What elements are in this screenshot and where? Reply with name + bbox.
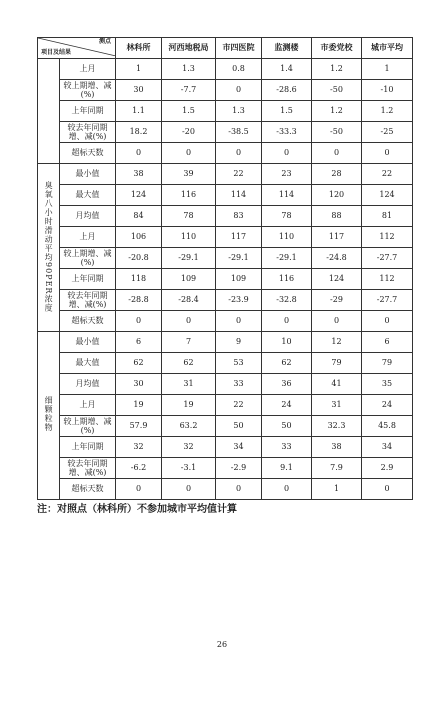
value-cell: -27.7 [362, 248, 413, 269]
row-label: 较去年同期增、减(%) [60, 290, 116, 311]
value-cell: 33 [216, 374, 262, 395]
value-cell: -29.1 [262, 248, 312, 269]
value-cell: 63.2 [162, 416, 216, 437]
value-cell: 117 [216, 227, 262, 248]
table-row [38, 416, 413, 437]
value-cell: 0 [162, 311, 216, 332]
group-label-cell [38, 164, 60, 332]
corner-bottom-label: 项目及结果 [41, 49, 72, 57]
value-cell: 0 [116, 143, 162, 164]
value-cell: 124 [116, 185, 162, 206]
value-cell: -38.5 [216, 122, 262, 143]
column-header: 城市平均 [362, 38, 413, 59]
value-cell: 106 [116, 227, 162, 248]
value-cell: -25 [362, 122, 413, 143]
value-cell: 110 [262, 227, 312, 248]
value-cell: 0 [216, 311, 262, 332]
group-label-cell [38, 332, 60, 500]
value-cell: 81 [362, 206, 413, 227]
value-cell: 1 [362, 59, 413, 80]
value-cell: -20 [162, 122, 216, 143]
value-cell: 1.3 [216, 101, 262, 122]
row-label: 较去年同期增、减(%) [60, 458, 116, 479]
value-cell: 32 [116, 437, 162, 458]
column-header: 监测楼 [262, 38, 312, 59]
value-cell: 23 [262, 164, 312, 185]
value-cell: 0 [362, 311, 413, 332]
value-cell: 57.9 [116, 416, 162, 437]
row-label: 上年同期 [60, 437, 116, 458]
table-row [38, 332, 413, 353]
column-header: 林科所 [116, 38, 162, 59]
value-cell: 1 [312, 479, 362, 500]
value-cell: 12 [312, 332, 362, 353]
table-row [38, 143, 413, 164]
table-row [38, 353, 413, 374]
row-label: 上月 [60, 227, 116, 248]
value-cell: 116 [162, 185, 216, 206]
group-label: 臭氧八小时滑动平均90PER浓度 [44, 180, 54, 313]
value-cell: 50 [262, 416, 312, 437]
header-corner-cell [38, 38, 116, 59]
value-cell: 32 [162, 437, 216, 458]
corner-top-label: 测点 [98, 38, 111, 45]
table-row [38, 185, 413, 206]
value-cell: 120 [312, 185, 362, 206]
value-cell: 62 [262, 353, 312, 374]
value-cell: -28.6 [262, 80, 312, 101]
value-cell: 79 [362, 353, 413, 374]
value-cell: 7 [162, 332, 216, 353]
row-label: 最小值 [60, 164, 116, 185]
value-cell: 1.3 [162, 59, 216, 80]
header-row [38, 38, 413, 59]
row-label: 月均值 [60, 374, 116, 395]
value-cell: -7.7 [162, 80, 216, 101]
value-cell: 38 [116, 164, 162, 185]
value-cell: 78 [162, 206, 216, 227]
value-cell: 24 [362, 395, 413, 416]
data-table [37, 37, 413, 500]
table-row [38, 206, 413, 227]
value-cell: -32.8 [262, 290, 312, 311]
value-cell: 0 [116, 311, 162, 332]
value-cell: 19 [162, 395, 216, 416]
value-cell: 1.2 [312, 59, 362, 80]
table-row [38, 80, 413, 101]
table-row [38, 101, 413, 122]
value-cell: 22 [216, 164, 262, 185]
row-label: 较上期增、减(%) [60, 416, 116, 437]
value-cell: 22 [216, 395, 262, 416]
value-cell: 2.9 [362, 458, 413, 479]
row-label: 较上期增、减(%) [60, 248, 116, 269]
value-cell: 0 [312, 143, 362, 164]
value-cell: 1.4 [262, 59, 312, 80]
value-cell: 0 [262, 311, 312, 332]
value-cell: 0 [262, 479, 312, 500]
value-cell: 62 [162, 353, 216, 374]
table-row [38, 59, 413, 80]
row-label: 上月 [60, 395, 116, 416]
value-cell: 50 [216, 416, 262, 437]
table-row [38, 374, 413, 395]
value-cell: -2.9 [216, 458, 262, 479]
group-label-cell [38, 59, 60, 164]
value-cell: 1.2 [312, 101, 362, 122]
row-label: 超标天数 [60, 143, 116, 164]
value-cell: -29.1 [216, 248, 262, 269]
value-cell: 88 [312, 206, 362, 227]
value-cell: 53 [216, 353, 262, 374]
value-cell: 9.1 [262, 458, 312, 479]
table-row [38, 164, 413, 185]
value-cell: 1 [116, 59, 162, 80]
value-cell: 0 [162, 479, 216, 500]
page-number: 26 [216, 640, 228, 649]
table-row [38, 395, 413, 416]
row-label: 最小值 [60, 332, 116, 353]
value-cell: 39 [162, 164, 216, 185]
value-cell: -29 [312, 290, 362, 311]
value-cell: 110 [162, 227, 216, 248]
value-cell: 112 [362, 269, 413, 290]
value-cell: 0 [362, 143, 413, 164]
value-cell: -50 [312, 122, 362, 143]
value-cell: 79 [312, 353, 362, 374]
column-header: 市委党校 [312, 38, 362, 59]
table-row [38, 458, 413, 479]
table-row [38, 227, 413, 248]
value-cell: 0 [216, 143, 262, 164]
value-cell: -29.1 [162, 248, 216, 269]
value-cell: 9 [216, 332, 262, 353]
column-header: 河西地税局 [162, 38, 216, 59]
value-cell: 0 [262, 143, 312, 164]
table-row [38, 479, 413, 500]
value-cell: -24.8 [312, 248, 362, 269]
value-cell: 30 [116, 374, 162, 395]
value-cell: -27.7 [362, 290, 413, 311]
value-cell: 117 [312, 227, 362, 248]
value-cell: 83 [216, 206, 262, 227]
value-cell: 31 [162, 374, 216, 395]
value-cell: 109 [216, 269, 262, 290]
table-row [38, 122, 413, 143]
value-cell: 114 [216, 185, 262, 206]
row-label: 超标天数 [60, 479, 116, 500]
value-cell: 32.3 [312, 416, 362, 437]
value-cell: 19 [116, 395, 162, 416]
row-label: 较上期增、减(%) [60, 80, 116, 101]
value-cell: 84 [116, 206, 162, 227]
value-cell: 0 [216, 80, 262, 101]
value-cell: 34 [216, 437, 262, 458]
value-cell: 1.5 [262, 101, 312, 122]
value-cell: 0.8 [216, 59, 262, 80]
value-cell: 7.9 [312, 458, 362, 479]
group-label: 细颗粒物 [44, 396, 54, 433]
row-label: 最大值 [60, 353, 116, 374]
column-header: 市四医院 [216, 38, 262, 59]
value-cell: 6 [362, 332, 413, 353]
value-cell: -23.9 [216, 290, 262, 311]
table-row [38, 269, 413, 290]
value-cell: 22 [362, 164, 413, 185]
table-row [38, 290, 413, 311]
value-cell: -28.8 [116, 290, 162, 311]
value-cell: 36 [262, 374, 312, 395]
value-cell: -33.3 [262, 122, 312, 143]
row-label: 月均值 [60, 206, 116, 227]
table-row [38, 311, 413, 332]
row-label: 上年同期 [60, 101, 116, 122]
table-body [38, 38, 413, 500]
value-cell: 124 [362, 185, 413, 206]
value-cell: 0 [312, 311, 362, 332]
table-row [38, 437, 413, 458]
value-cell: -6.2 [116, 458, 162, 479]
value-cell: 35 [362, 374, 413, 395]
value-cell: 1.5 [162, 101, 216, 122]
row-label: 上年同期 [60, 269, 116, 290]
value-cell: 31 [312, 395, 362, 416]
value-cell: 116 [262, 269, 312, 290]
value-cell: 109 [162, 269, 216, 290]
value-cell: 1.2 [362, 101, 413, 122]
value-cell: 0 [116, 479, 162, 500]
value-cell: 10 [262, 332, 312, 353]
value-cell: 45.8 [362, 416, 413, 437]
value-cell: 24 [262, 395, 312, 416]
value-cell: 34 [362, 437, 413, 458]
value-cell: 1.1 [116, 101, 162, 122]
value-cell: 112 [362, 227, 413, 248]
value-cell: 114 [262, 185, 312, 206]
value-cell: 78 [262, 206, 312, 227]
value-cell: -20.8 [116, 248, 162, 269]
value-cell: 30 [116, 80, 162, 101]
value-cell: 0 [216, 479, 262, 500]
value-cell: 0 [162, 143, 216, 164]
value-cell: 18.2 [116, 122, 162, 143]
row-label: 超标天数 [60, 311, 116, 332]
value-cell: -3.1 [162, 458, 216, 479]
value-cell: 33 [262, 437, 312, 458]
value-cell: 0 [362, 479, 413, 500]
footnote: 注：对照点（林科所）不参加城市平均值计算 [37, 504, 237, 515]
value-cell: -50 [312, 80, 362, 101]
value-cell: 124 [312, 269, 362, 290]
row-label: 上月 [60, 59, 116, 80]
value-cell: 118 [116, 269, 162, 290]
value-cell: 28 [312, 164, 362, 185]
value-cell: 62 [116, 353, 162, 374]
value-cell: -10 [362, 80, 413, 101]
row-label: 最大值 [60, 185, 116, 206]
value-cell: 38 [312, 437, 362, 458]
table-row [38, 248, 413, 269]
row-label: 较去年同期增、减(%) [60, 122, 116, 143]
value-cell: 41 [312, 374, 362, 395]
value-cell: -28.4 [162, 290, 216, 311]
value-cell: 6 [116, 332, 162, 353]
